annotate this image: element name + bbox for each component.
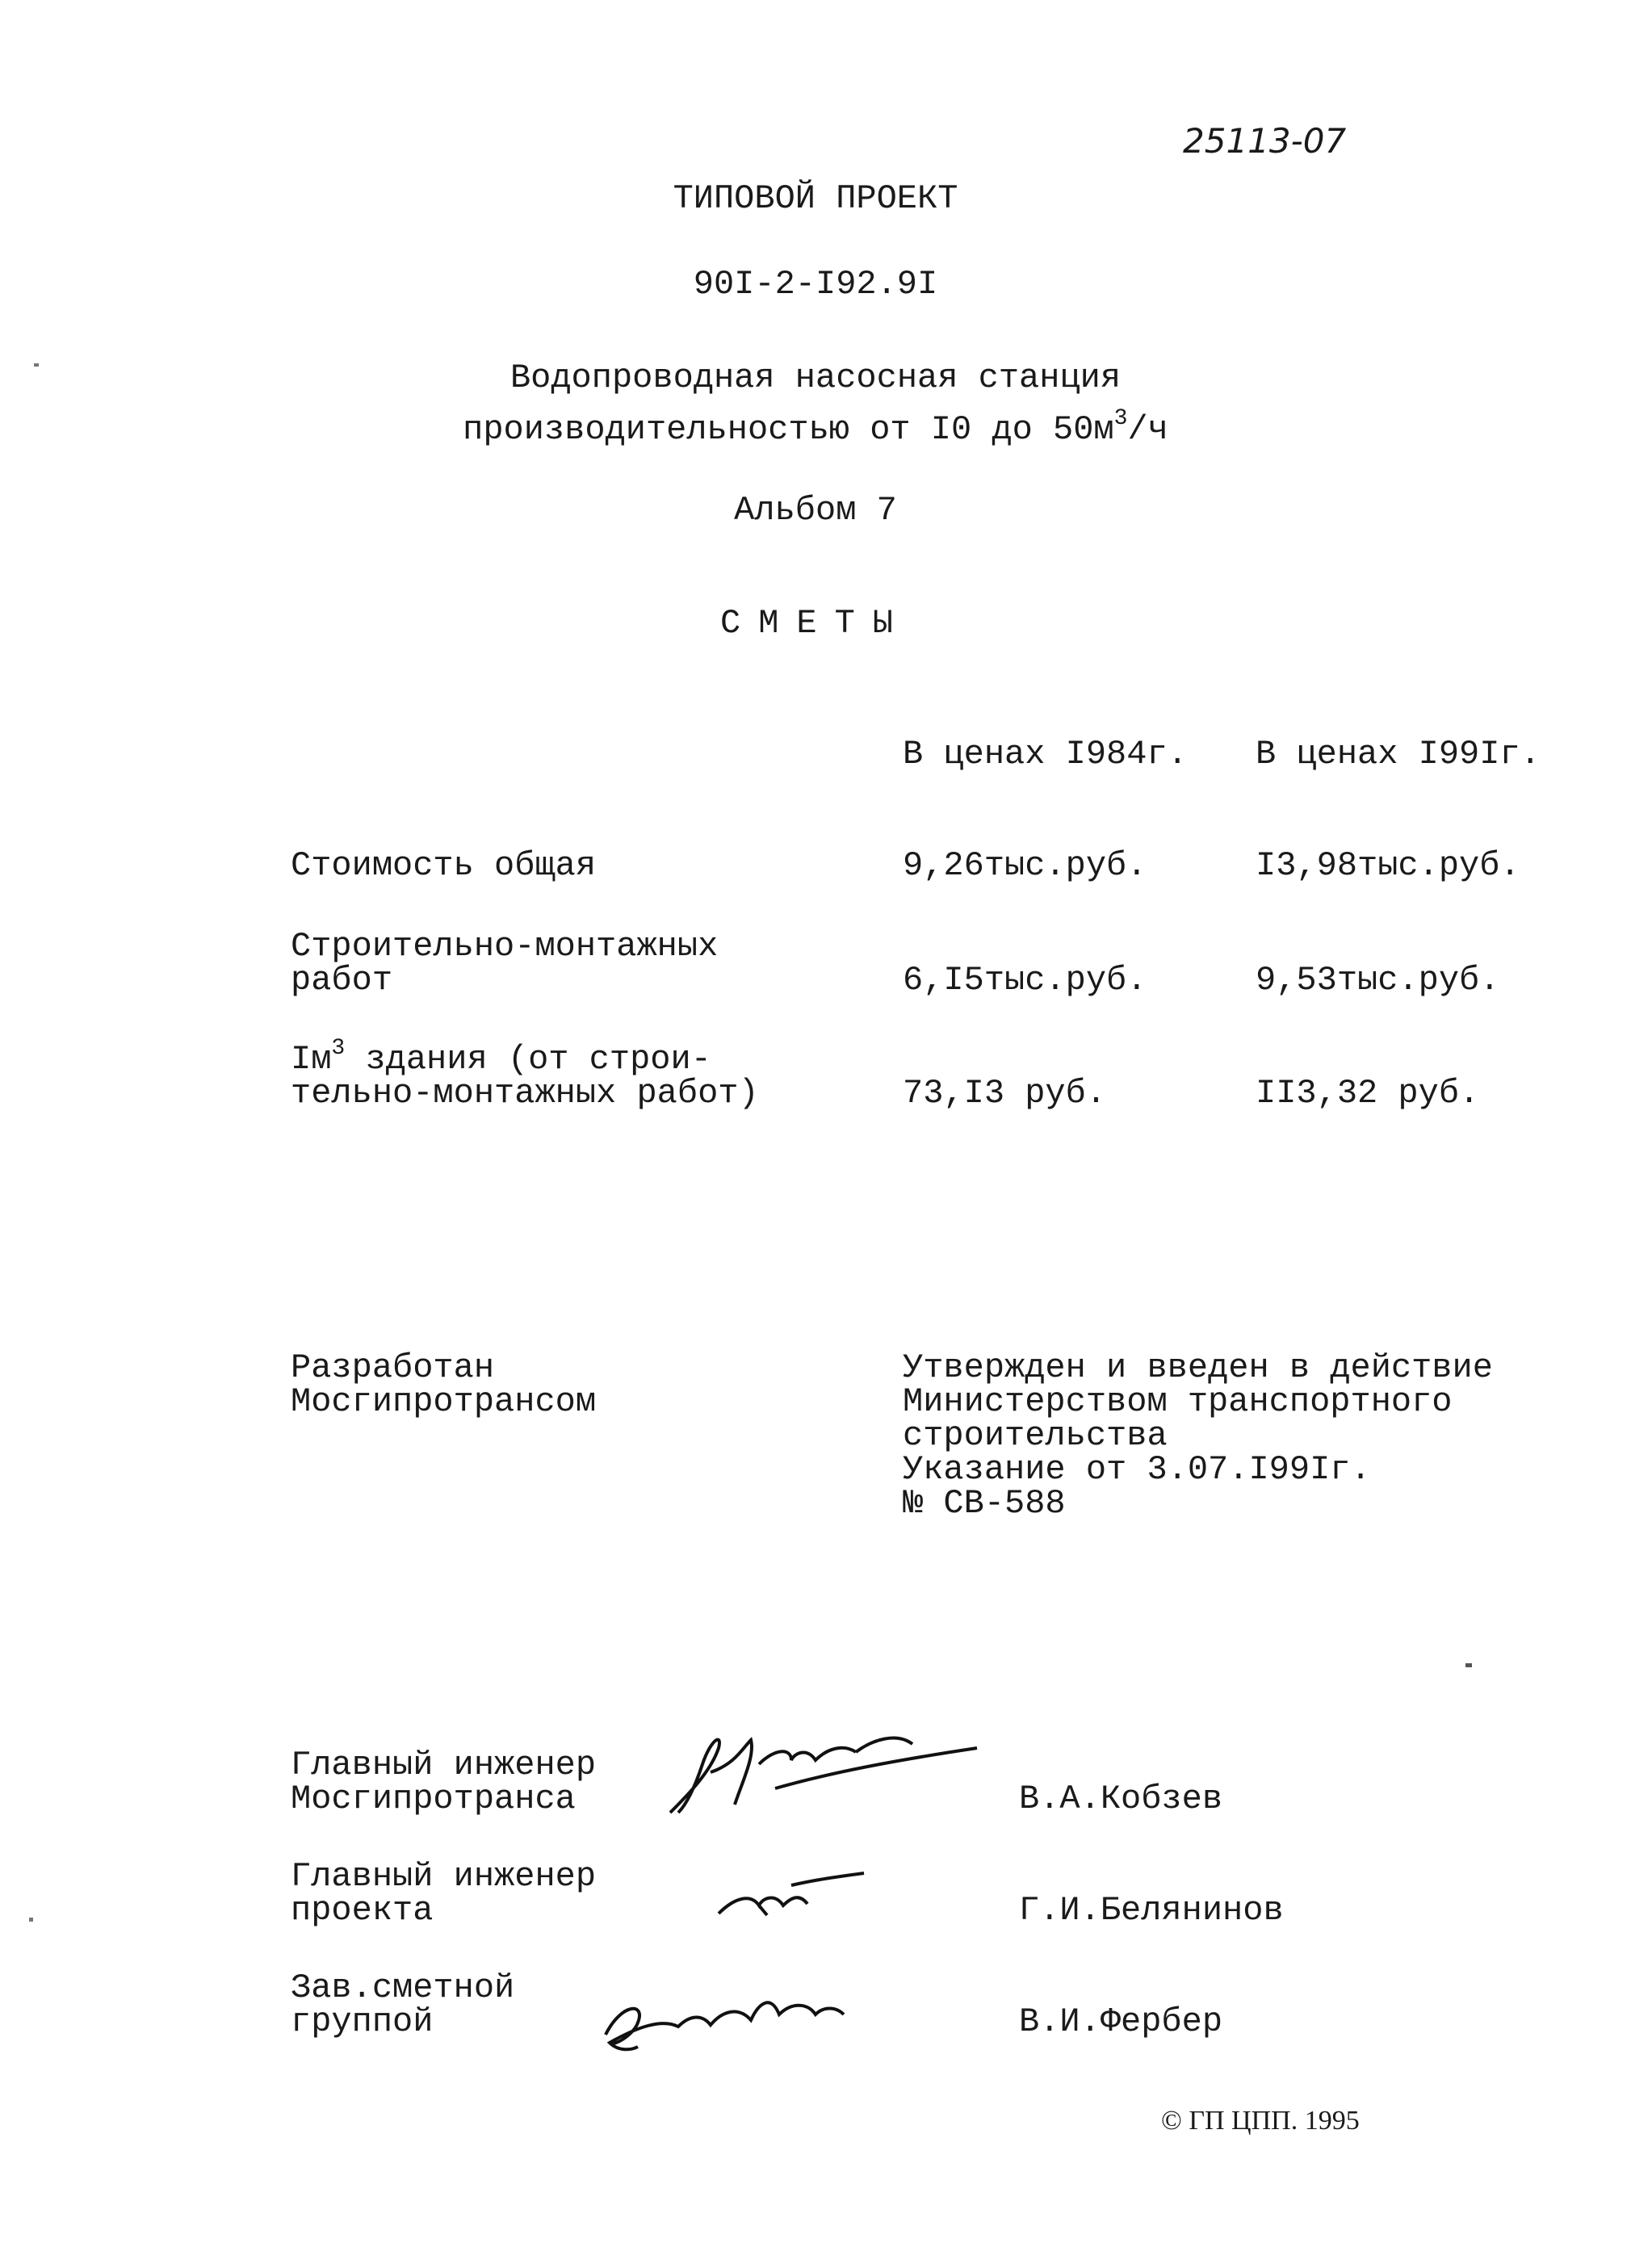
- cost-row-label-cont: тельно-монтажных работ): [291, 1074, 759, 1113]
- cost-row-value-1984: 9,26тыс.руб.: [903, 846, 1147, 885]
- signature-ferber: [589, 1970, 856, 2059]
- column-header-1991: В ценах I99Iг.: [1256, 735, 1541, 773]
- title-line2-prefix: производительностью от I0 до 50м: [463, 410, 1114, 449]
- signatory-name: В.И.Фербер: [1019, 2002, 1223, 2041]
- cost-row-label: Стоимость общая: [291, 846, 597, 885]
- title-line2-suffix: /ч: [1127, 410, 1168, 449]
- signature-kobzev: [654, 1716, 993, 1829]
- scan-speck: [29, 1918, 33, 1922]
- scan-speck: [34, 363, 39, 367]
- signatory-role: Зав.сметной: [291, 1968, 515, 2007]
- column-header-1984: В ценах I984г.: [903, 735, 1188, 773]
- project-type: ТИПОВОЙ ПРОЕКТ: [673, 179, 958, 218]
- cost-row-label: Строительно-монтажных: [291, 927, 719, 966]
- developed-label: Разработан: [291, 1348, 495, 1387]
- cost-row-value-1991: I3,98тыс.руб.: [1256, 846, 1520, 885]
- approved-line5: № СВ-588: [903, 1484, 1066, 1523]
- signatory-role-cont: проекта: [291, 1891, 434, 1930]
- cost-row-value-1991: 9,53тыс.руб.: [1256, 961, 1500, 1000]
- approved-line2: Министерством транспортного: [903, 1382, 1453, 1421]
- section-title: СМЕТЫ: [719, 604, 912, 643]
- cost-row-value-1991: II3,32 руб.: [1256, 1074, 1480, 1113]
- copyright: © ГП ЦПП. 1995: [1161, 2106, 1360, 2136]
- project-title-line1: Водопроводная насосная станция: [509, 358, 1122, 397]
- project-code: 90I-2-I92.9I: [693, 265, 938, 304]
- approved-line1: Утвержден и введен в действие: [903, 1348, 1493, 1387]
- signatory-role-cont: группой: [291, 2002, 434, 2041]
- cost-row-value-1984: 6,I5тыс.руб.: [903, 961, 1147, 1000]
- developed-org: Мосгипротрансом: [291, 1382, 597, 1421]
- signatory-role: Главный инженер: [291, 1746, 597, 1784]
- cost-row-label: [291, 1036, 711, 1079]
- signatory-name: Г.И.Белянинов: [1019, 1891, 1284, 1930]
- archive-number: 25113-07: [1183, 121, 1347, 161]
- signatory-role-cont: Мосгипротранса: [291, 1780, 576, 1818]
- title-line2-sup: 3: [1113, 406, 1128, 431]
- project-title-line2: [0, 406, 1631, 449]
- signatory-name: В.А.Кобзев: [1019, 1780, 1223, 1818]
- row3-label-prefix: Iм: [291, 1040, 332, 1079]
- album-label: Альбом 7: [734, 491, 897, 530]
- cost-row-label-cont: работ: [291, 961, 393, 1000]
- row3-label-sup: 3: [331, 1036, 346, 1061]
- row3-label-suffix: здания (от строи-: [345, 1040, 711, 1079]
- signatory-role: Главный инженер: [291, 1857, 597, 1896]
- cost-row-value-1984: 73,I3 руб.: [903, 1074, 1107, 1113]
- signature-belyaninov: [711, 1865, 872, 1930]
- approved-line4: Указание от 3.07.I99Iг.: [903, 1450, 1371, 1489]
- approved-line3: строительства: [903, 1416, 1168, 1455]
- scan-speck: [1465, 1663, 1472, 1667]
